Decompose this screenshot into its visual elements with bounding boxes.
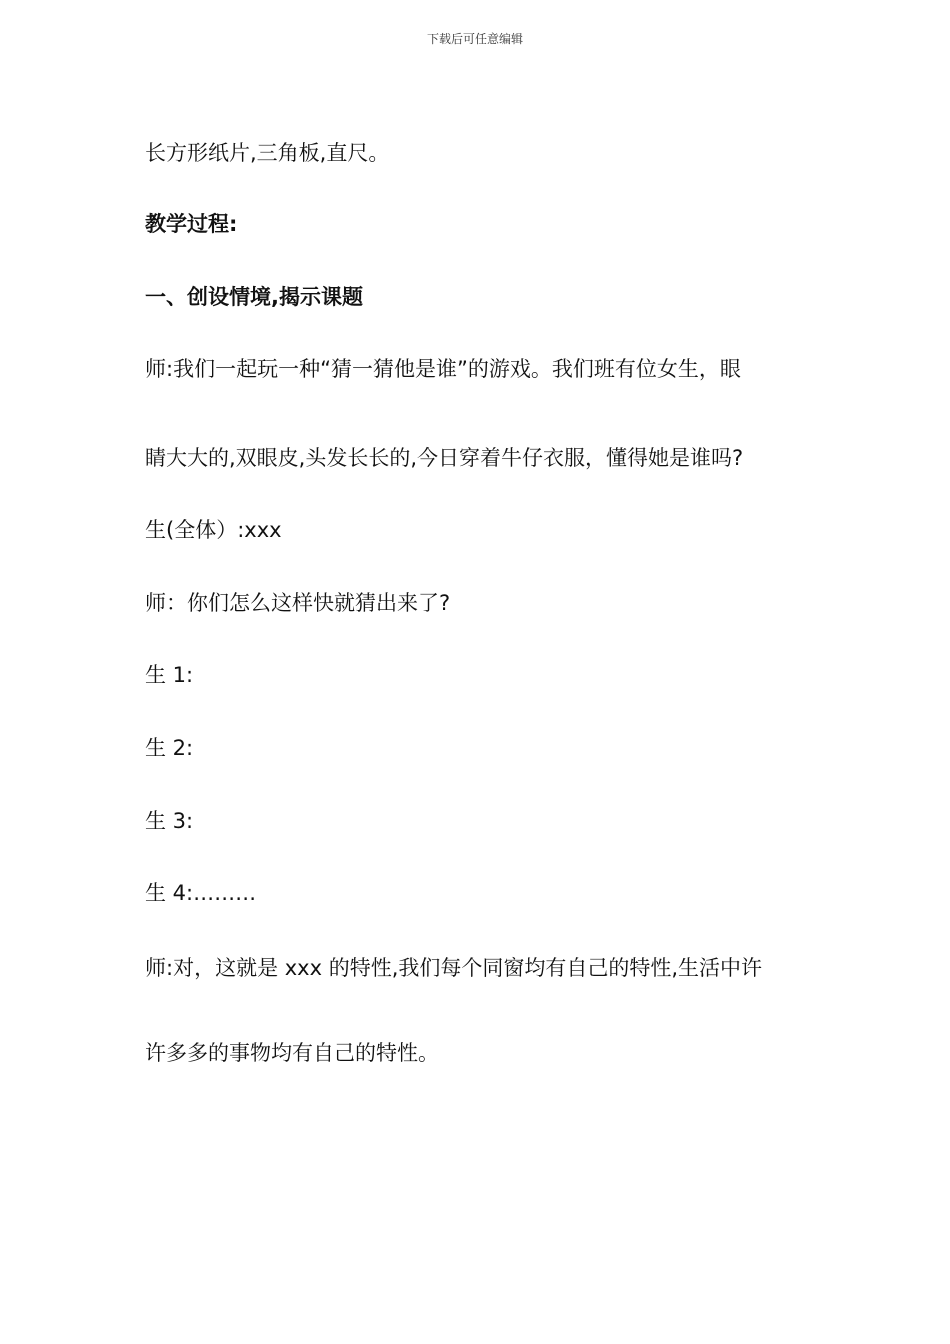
teacher-summary-line-2: 许多多的事物均有自己的特性。	[145, 1041, 439, 1065]
teacher-question: 师：你们怎么这样快就猜出来了?	[145, 591, 451, 615]
section-one-heading: 一、创设情境,揭示课题	[145, 285, 363, 309]
teacher-intro-line-1: 师:我们一起玩一种“猜一猜他是谁”的游戏。我们班有位女生，眼	[145, 357, 741, 381]
student-2-answer: 生 2:	[145, 736, 194, 760]
student-1-answer: 生 1:	[145, 663, 194, 687]
student-4-answer: 生 4:………	[145, 881, 257, 905]
materials-line: 长方形纸片,三角板,直尺。	[145, 141, 390, 165]
teacher-summary-line-1: 师:对，这就是 xxx 的特性,我们每个同窗均有自己的特性,生活中许	[145, 956, 763, 980]
teaching-process-heading: 教学过程:	[145, 212, 238, 236]
students-all-answer: 生(全体）:xxx	[145, 518, 282, 542]
page-header: 下载后可任意编辑	[426, 32, 523, 46]
teacher-intro-line-2: 睛大大的,双眼皮,头发长长的,今日穿着牛仔衣服，懂得她是谁吗?	[145, 446, 744, 470]
student-3-answer: 生 3:	[145, 809, 194, 833]
